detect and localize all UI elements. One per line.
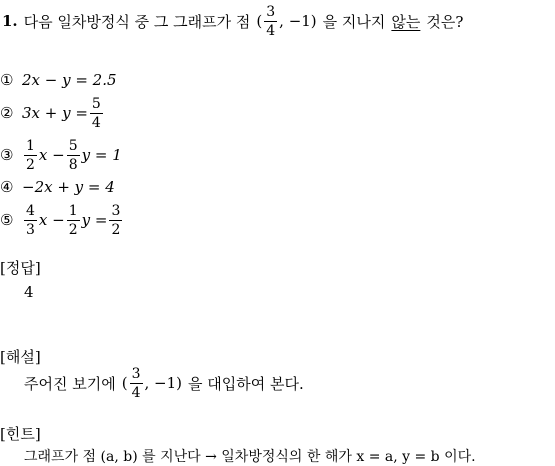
question-number: 1. — [2, 12, 18, 30]
explanation-text: 주어진 보기에 ( $\frac{3}{4}$ , −1) 을 대입하여 본다. — [24, 365, 304, 401]
choice-4[interactable]: ④ −2x + y = 4 — [0, 178, 115, 196]
underlined-word: 않는 — [391, 12, 421, 31]
question-text: 다음 일차방정식 중 그 그래프가 점 — [23, 12, 251, 31]
question-point: ( $\frac{3}{4}$ , −1) — [256, 3, 317, 39]
explanation-label: [해설] — [0, 347, 41, 366]
hint-label: [힌트] — [0, 424, 41, 443]
answer-label: [정답] — [0, 258, 41, 277]
explanation-point: ( $\frac{3}{4}$ , −1) — [121, 365, 182, 401]
choice-1[interactable]: ① 2x − y = 2.5 — [0, 71, 117, 89]
choice-2[interactable]: ② 3x + y = $\frac{5}{4}$ — [0, 95, 101, 131]
hint-text: 그래프가 점 (a, b) 를 지난다 → 일차방정식의 한 해가 x = a, y = b 이다. — [24, 449, 476, 465]
question-line: 1. 다음 일차방정식 중 그 그래프가 점 ( $\frac{3}{4}$ , −1) 을 지나지 않는 것은? — [2, 3, 464, 39]
answer-value: 4 — [24, 283, 34, 301]
choice-3[interactable]: ③ $\frac{1}{2}$ x − $\frac{5}{8}$ y = 1 — [0, 137, 122, 173]
choice-5[interactable]: ⑤ $\frac{4}{3}$ x − $\frac{1}{2}$ y = $\frac{3}{2}$ — [0, 202, 121, 238]
